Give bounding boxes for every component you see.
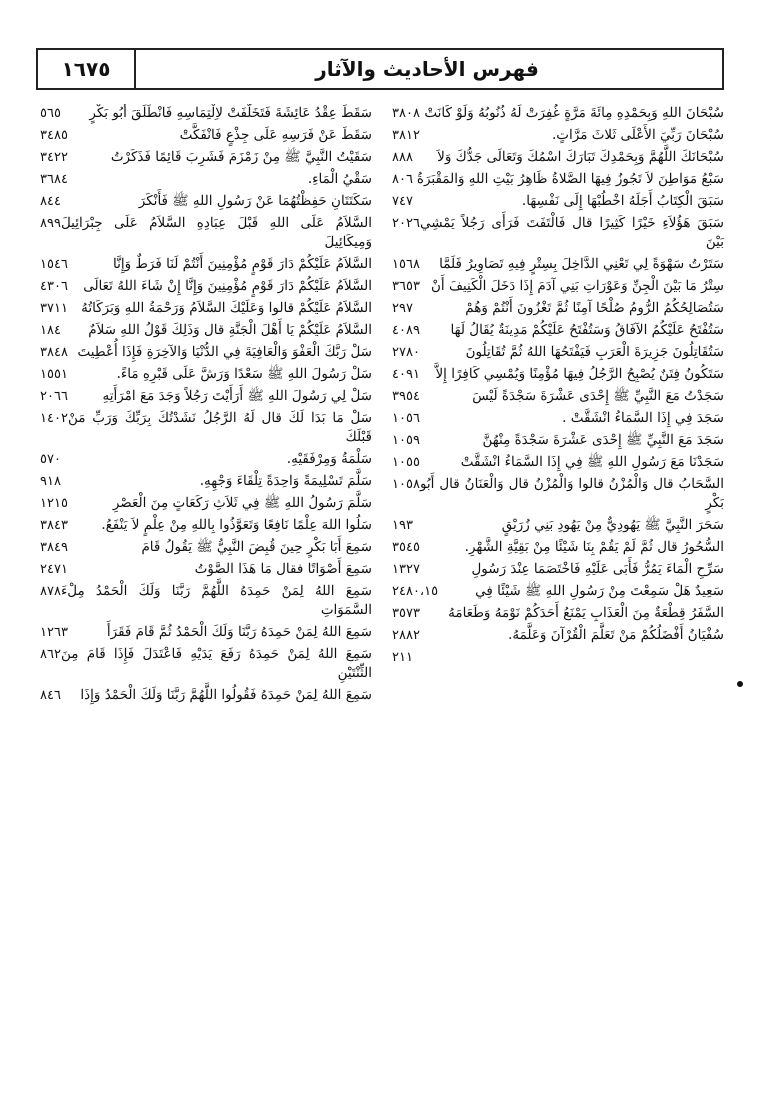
entry-number: ٣٩٥٤: [392, 389, 420, 404]
index-entry: [388, 321, 724, 340]
entry-text: سِتْرُ مَا بَيْنَ الْجِنِّ وَعَوْرَاتِ بَنِي آدَمَ إِذَا دَخَلَ الْكَنِيفَ أَنْ: [431, 278, 724, 294]
entry-number: ٨٩٩: [40, 216, 61, 231]
entry-text: سَتُفْتَحُ عَلَيْكُمُ الآفَاقُ وَسَتُفْتَحُ عَلَيْكُمْ مَدِينَةٌ يُقَالُ لَهَا: [450, 322, 724, 338]
entry-number: ١٥٥١: [40, 367, 68, 382]
entry-number: ٣٨٤٩: [40, 540, 68, 555]
index-entry: [36, 192, 372, 211]
entry-number: ٨٧٨: [40, 584, 61, 599]
index-entry: [388, 299, 724, 318]
margin-dot: [737, 681, 743, 687]
entry-number: ٣٦٥٣: [392, 279, 420, 294]
index-entry: [388, 170, 724, 189]
entry-text: سَجَدَ فِي إِذَا السَّمَاءُ انْشَقَّتْ .: [562, 410, 724, 426]
index-entry: [36, 516, 372, 535]
entry-number: ٣٥٤٥: [392, 540, 420, 555]
entry-number: ٤٠٨٩: [392, 323, 420, 338]
entry-text: سَلْ رَسُولَ اللهِ ﷺ سَعْدًا وَرَشَّ عَلَى قَبْرِهِ مَاءً.: [116, 366, 372, 382]
index-entry: [36, 387, 372, 406]
entry-text: سَقَيْتُ النَّبِيَّ ﷺ مِنْ زَمْزَمَ فَشَرِبَ قَائِمًا فَذَكَرْتُ: [110, 149, 372, 165]
entry-number: ٥٧٠: [40, 452, 61, 467]
entry-text: سَبْعُ مَوَاطِنَ لاَ تَجُوزُ فِيهَا الصَّلاةُ ظَاهِرُ بَيْتِ اللهِ وَالمَقْبَرَةُ: [416, 171, 724, 187]
index-entry: [36, 538, 372, 557]
entry-text: سَلَّمَ تَسْلِيمَةً وَاحِدَةً تِلْقَاءَ وَجْهِهِ.: [199, 473, 372, 489]
index-entry: [388, 431, 724, 450]
index-entry: [36, 343, 372, 362]
index-entry: [388, 516, 724, 535]
index-entry: [388, 582, 724, 601]
entry-number: ١٥٤٦: [40, 257, 68, 272]
index-entry: [36, 255, 372, 274]
entry-number: ٢٠٢٦: [392, 216, 420, 231]
entry-text: السَّلاَمُ عَلَى اللهِ قَبْلَ عِبَادِهِ السَّلاَمُ عَلَى جِبْرَائِيلَ وَمِيكَائِيلَ: [60, 215, 372, 250]
index-entry: [36, 299, 372, 318]
entry-number: ٣٧١١: [40, 301, 68, 316]
entry-text: سَلْمَةُ وَمِرْفَقَيْهِ.: [286, 451, 372, 467]
entry-number: ١٠٥٦: [392, 411, 420, 426]
entry-text: السَّلاَمُ عَلَيْكُمْ دَارَ قَوْمٍ مُؤْمِنِينَ وَإِنَّا إِنْ شَاءَ اللهُ تَعَالَى: [83, 278, 372, 294]
header-divider: [134, 50, 136, 88]
entry-number: ٤٠٩١: [392, 367, 420, 382]
entry-text: سَقَطَ عَنْ فَرَسِهِ عَلَى جِذْعٍ فَانْفَكَّتْ: [179, 127, 372, 143]
entry-number: ٣٥٧٣: [392, 606, 420, 621]
entry-text: سَتَرْتُ سَهْوَةً لِي تَعْنِي الدَّاخِلَ بِسِتْرٍ فِيهِ تَصَاوِيرُ فَلَمَّا: [439, 256, 724, 272]
index-entry: [36, 277, 372, 296]
entry-text: سَكَتَتَانِ حَفِظْتُهُمَا عَنْ رَسُولِ اللهِ ﷺ فَأَنْكَرَ: [138, 193, 372, 209]
index-entry: [388, 475, 724, 513]
index-entry: [388, 604, 724, 623]
entry-number: ١٤٠٢: [40, 411, 68, 426]
entry-number: ١٩٣: [392, 518, 413, 533]
entry-number: ٢١١: [392, 650, 413, 665]
index-entry: [388, 387, 724, 406]
entry-text: السَّفَرُ قِطْعَةٌ مِنَ الْعَذَابِ يَمْنَعُ أَحَدَكُمْ نَوْمَهُ وَطَعَامَهُ: [448, 605, 724, 621]
index-entry: [388, 343, 724, 362]
index-entry: [388, 192, 724, 211]
entry-number: ٣٤٨٥: [40, 128, 68, 143]
entry-text: سَتَكُونُ فِتَنٌ يُصْبِحُ الرَّجُلُ فِيهَا مُؤْمِنًا وَيُمْسِي كَافِرًا إِلاَّ: [435, 366, 724, 382]
entry-text: سَلْ مَا بَدَا لَكَ قال لَهُ الرَّجُلُ نَشَدْتُكَ بِرَبِّكَ وَرَبِّ مَنْ قَبْلَكَ: [67, 410, 372, 445]
entry-text: سَجَدْنَا مَعَ رَسُولِ اللهِ ﷺ فِي إِذَا السَّمَاءُ انْشَقَّتْ: [460, 454, 724, 470]
index-column-left: [36, 104, 372, 1104]
entry-number: ٣٨٤٣: [40, 518, 68, 533]
index-entry: [36, 494, 372, 513]
index-entry: [36, 645, 372, 683]
entry-text: سُبْحَانَ اللهِ وَبِحَمْدِهِ مِائَةَ مَرَّةٍ غُفِرَتْ لَهُ ذُنُوبُهُ وَلَوْ كَانَتْ: [424, 105, 724, 121]
entry-number: ٢٤٧١: [40, 562, 68, 577]
entry-text: سُفْيَانُ أَفْضَلُكُمْ مَنْ تَعَلَّمَ الْقُرْآنَ وَعَلَّمَهُ.: [508, 627, 724, 643]
entry-text: سَقَطَ عِقْدُ عَائِشَةَ فَتَخَلَّفَتْ لاِلْتِمَاسِهِ فَانْطَلَقَ أَبُو بَكْرٍ: [89, 105, 372, 121]
index-entry: [36, 686, 372, 705]
entry-number: ٩١٨: [40, 474, 61, 489]
entry-number: ١٠٥٥: [392, 455, 420, 470]
entry-text: سَجَدْتُ مَعَ النَّبِيِّ ﷺ إِحْدَى عَشْرَةَ سَجْدَةً لَيْسَ: [472, 388, 724, 404]
entry-number: ٨٠٦: [392, 172, 413, 187]
index-entry: [388, 538, 724, 557]
entry-number: ١٢١٥: [40, 496, 68, 511]
entry-number: ٣٨٤٨: [40, 345, 68, 360]
entry-number: ٢٠٦٦: [40, 389, 68, 404]
entry-text: سَمِعَ اللهُ لِمَنْ حَمِدَهُ رَبَّنَا وَلَكَ الْحَمْدُ ثُمَّ قَامَ فَقَرَأَ: [106, 624, 372, 640]
index-entry: [388, 148, 724, 167]
page-number: ١٦٧٥: [61, 57, 111, 81]
entry-number: ٨٤٤: [40, 194, 61, 209]
entry-text: سَحَرَ النَّبِيَّ ﷺ يَهُودِيٌّ مِنْ يَهُودِ بَنِي زُرَيْقٍ: [501, 517, 724, 533]
index-entry: [388, 126, 724, 145]
entry-text: سَلَّمَ رَسُولُ اللهِ ﷺ فِي ثَلاَثِ رَكَعَاتٍ مِنَ الْعَصْرِ: [112, 495, 372, 511]
entry-number: ١٨٤: [40, 323, 61, 338]
entry-text: سَعِيدٌ هَلْ سَمِعْتَ مِنْ رَسُولِ اللهِ ﷺ شَيْئًا فِي: [475, 583, 724, 599]
index-entry: [388, 277, 724, 296]
entry-number: ٣٤٢٢: [40, 150, 68, 165]
index-entry: [36, 409, 372, 447]
index-entry: [36, 472, 372, 491]
index-entry: [36, 560, 372, 579]
entry-number: ٣٨٠٨: [392, 106, 420, 121]
entry-text: سَبَقَ هَؤُلاَءِ خَيْرًا كَثِيرًا قال فَالْتَفَتَ فَرَأَى رَجُلاً يَمْشِي بَيْنَ: [419, 215, 724, 250]
entry-number: ٨٤٦: [40, 688, 61, 703]
index-entry: [36, 450, 372, 469]
entry-text: سَقْيُ الْمَاءِ.: [307, 171, 372, 187]
entry-text: سَمِعَ أَبَا بَكْرٍ حِينَ قُبِضَ النَّبِيُّ ﷺ يَقُولُ قَامَ: [141, 539, 372, 555]
index-entry: [36, 321, 372, 340]
index-entry: [388, 214, 724, 252]
index-entry: [36, 170, 372, 189]
index-entry: [36, 214, 372, 252]
entry-text: السَّلاَمُ عَلَيْكُمْ دَارَ قَوْمٍ مُؤْمِنِينَ أَنْتُمْ لَنَا فَرَطٌ وَإِنَّا: [112, 256, 372, 272]
entry-text: سَلْ رَبَّكَ الْعَفْوَ وَالْعَافِيَةَ فِي الدُّنْيَا وَالآخِرَةِ فَإِذَا أُعْطِيتَ: [77, 344, 372, 360]
entry-number: ١٢٦٣: [40, 625, 68, 640]
index-entry: [36, 126, 372, 145]
entry-number: ١٠٥٩: [392, 433, 420, 448]
index-entry: [36, 623, 372, 642]
index-entry: [388, 626, 724, 645]
entry-text: سَلُوا اللهَ عِلْمًا نَافِعًا وَتَعَوَّذُوا بِاللهِ مِنْ عِلْمٍ لاَ يَنْفَعُ.: [101, 517, 372, 533]
entry-number: ٧٤٧: [392, 194, 413, 209]
entry-number: ٢٧٨٠: [392, 345, 420, 360]
entry-number: ٣٨١٢: [392, 128, 420, 143]
entry-number: ٨٨٨: [392, 150, 413, 165]
entry-number: ٢٩٧: [392, 301, 413, 316]
entry-number: ١٣٢٧: [392, 562, 420, 577]
entry-text: سَجَدَ مَعَ النَّبِيِّ ﷺ إِحْدَى عَشْرَةَ سَجْدَةً مِنْهُنَّ: [482, 432, 724, 448]
index-entry: [388, 560, 724, 579]
entry-number: ٣٦٨٤: [40, 172, 68, 187]
entry-text: سُبْحَانَكَ اللَّهُمَّ وَبِحَمْدِكَ تَبَارَكَ اسْمُكَ وَتَعَالَى جَدُّكَ وَلاَ: [437, 149, 724, 165]
entry-text: السَّلاَمُ عَلَيْكُمْ قالوا وَعَلَيْكَ السَّلاَمُ وَرَحْمَةُ اللهِ وَبَرَكَاتُهُ: [81, 300, 372, 316]
entry-number: ٤٣٠٦: [40, 279, 68, 294]
index-entry: [388, 255, 724, 274]
index-entry: [36, 365, 372, 384]
entry-number: ١٠٥٨: [392, 477, 420, 492]
entry-text: سَمِعَ أَصْوَاتًا فقال مَا هَذَا الصَّوْتُ: [194, 561, 372, 577]
entry-text: سَمِعَ اللهُ لِمَنْ حَمِدَهُ فَقُولُوا اللَّهُمَّ رَبَّنَا وَلَكَ الْحَمْدُ وَإِذَا: [80, 687, 372, 703]
index-entry: [388, 409, 724, 428]
entry-text: سَمِعَ اللهُ لِمَنْ حَمِدَهُ اللَّهُمَّ رَبَّنَا وَلَكَ الْحَمْدُ مِلْءَ السَّمَوَاتِ: [60, 583, 372, 618]
page-title: فهرس الأحاديث والآثار: [315, 57, 539, 81]
entry-text: سَتُصَالِحُكُمُ الرُّومُ صُلْحًا آمِنًا ثُمَّ تَغْزُونَ أَنْتُمْ وَهُمْ: [465, 300, 724, 316]
page-header: [36, 48, 724, 90]
entry-text: السُّحُورُ قال ثُمَّ لَمْ يَقُمْ بِنَا شَيْئًا مِنْ بَقِيَّةِ الشَّهْرِ.: [464, 539, 724, 555]
entry-text: سَبَقَ الْكِتَابُ أَجَلَهُ اخْطُبْهَا إِلَى نَفْسِهَا.: [521, 193, 724, 209]
index-entry: [36, 104, 372, 123]
entry-number: ٥٦٥: [40, 106, 61, 121]
entry-text: السَّحَابُ قال وَالْمُزْنُ قالوا وَالْمُزْنُ قال وَالْعَنَانُ قال أَبُو بَكْرٍ: [419, 476, 724, 511]
entry-number: ٢٤٨٠،١٥: [392, 584, 439, 599]
entry-text: سَتُقَاتِلُونَ جَزِيرَةَ الْعَرَبِ فَيَفْتَحُهَا اللهُ ثُمَّ تُقَاتِلُونَ: [465, 344, 724, 360]
entry-text: سُبْحَانَ رَبِّيَ الأَعْلَى ثَلاثَ مَرَّاتٍ.: [552, 127, 724, 143]
entry-text: سَمِعَ اللهُ لِمَنْ حَمِدَهُ رَفَعَ يَدَيْهِ فَاعْتَدَلَ فَإِذَا قَامَ مِنَ الثِّنْتَيْنِ: [60, 646, 372, 681]
index-entry: [388, 104, 724, 123]
entry-number: ١٥٦٨: [392, 257, 420, 272]
entry-number: ٨٦٢: [40, 647, 61, 662]
entry-number: ٢٨٨٢: [392, 628, 420, 643]
entry-text: سَلْ لِي رَسُولَ اللهِ ﷺ أَرَأَيْتَ رَجُلاً وَجَدَ مَعَ امْرَأَتِهِ: [102, 388, 372, 404]
entry-text: سَرِّحِ الْمَاءَ يَمُرُّ فَأَبَى عَلَيْهِ فَاخْتَصَمَا عِنْدَ رَسُولِ: [471, 561, 724, 577]
index-entry: [388, 365, 724, 384]
index-entry: [36, 148, 372, 167]
index-column-right: [388, 104, 724, 1104]
index-entry: [388, 453, 724, 472]
entry-text: السَّلاَمُ عَلَيْكُمْ يَا أَهْلَ الْجَنَّةِ قال وَذَلِكَ قَوْلُ اللهِ سَلاَمٌ: [88, 322, 372, 338]
index-entry: [36, 582, 372, 620]
